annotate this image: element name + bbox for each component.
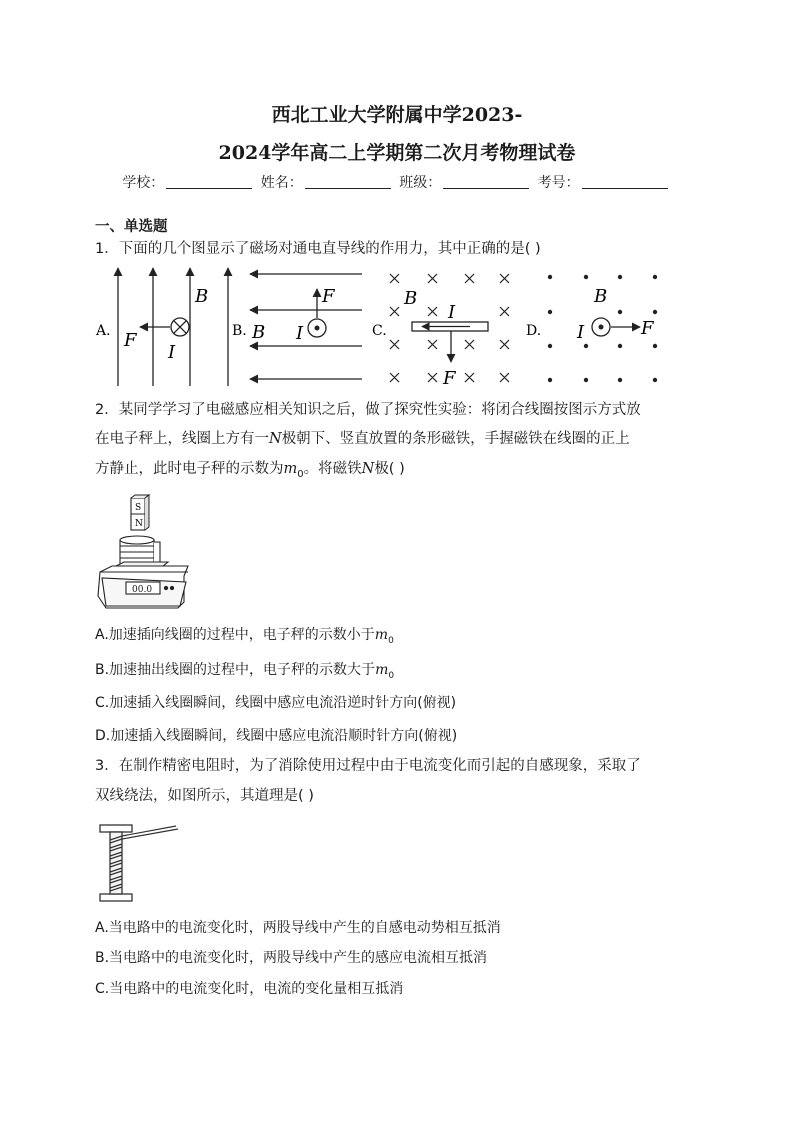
q2-line1: 2．某同学学习了电磁感应相关知识之后，做了探究性实验：将闭合线圈按图示方式放 <box>95 402 641 418</box>
q2-scale-figure <box>94 494 194 614</box>
q1-panel-b-B: B <box>252 322 266 343</box>
class-label: 班级： <box>399 175 442 191</box>
q3-option-a[interactable]: A.当电路中的电流变化时，两股导线中产生的自感电动势相互抵消 <box>95 920 501 936</box>
q1-label-b: B. <box>232 323 247 339</box>
name-label: 姓名： <box>260 175 303 191</box>
bar-magnet <box>131 495 149 530</box>
q2-m: m <box>283 461 298 477</box>
q1-panel-d-I: I <box>577 322 585 343</box>
q1-panel-c-I: I <box>448 302 456 323</box>
q1-panel-a-F: F <box>124 330 137 351</box>
electronic-scale <box>98 562 188 608</box>
q2-line3-N: N <box>361 461 375 477</box>
magnet-n-label: N <box>135 519 143 529</box>
q2-m-sub: 0 <box>297 468 304 480</box>
q3-option-b[interactable]: B.当电路中的电流变化时，两股导线中产生的感应电流相互抵消 <box>95 950 488 966</box>
q1-panel-c-F: F <box>443 368 456 389</box>
q1-panel-a-current-into-page <box>171 318 189 336</box>
q1-panel-a-B: B <box>195 286 209 307</box>
q2-line3-a: 方静止，此时电子秤的示数为 <box>95 461 284 477</box>
q2-line3-c: 极( ) <box>374 461 405 477</box>
q1-panel-d-current-out-of-page <box>592 318 610 336</box>
name-blank[interactable] <box>305 174 391 189</box>
q2-option-a[interactable]: A.加速插向线圈的过程中，电子秤的示数小于$m_0$ <box>95 627 394 646</box>
q1-stem: 1．下面的几个图显示了磁场对通电直导线的作用力，其中正确的是( ) <box>95 241 541 257</box>
q1-panel-b-current-out-of-page <box>308 319 326 337</box>
student-info-row <box>0 172 794 192</box>
q2-line2 <box>95 426 630 453</box>
scale-display: 00.0 <box>132 585 153 595</box>
q3-line2: 双线绕法，如图所示，其道理是( ) <box>95 788 314 804</box>
q1-panel-b-field-lines <box>250 274 362 379</box>
class-blank[interactable] <box>443 174 529 189</box>
q1-panel-b-I: I <box>296 323 304 344</box>
magnet-s-label: S <box>135 503 142 513</box>
q3-line1: 3．在制作精密电阻时，为了消除使用过程中由于电流变化而引起的自感现象，采取了 <box>95 758 641 774</box>
q3-option-c[interactable]: C.当电路中的电流变化时，电流的变化量相互抵消 <box>95 981 404 997</box>
q2-line2-N: N <box>269 431 282 447</box>
school-label: 学校： <box>122 175 165 191</box>
school-blank[interactable] <box>166 174 252 189</box>
q1-panel-d-F: F <box>641 318 654 339</box>
section-heading: 一、单选题 <box>95 219 168 235</box>
q1-panel-d-B: B <box>594 286 608 307</box>
number-blank[interactable] <box>582 174 668 189</box>
q1-label-d: D. <box>526 323 542 339</box>
page-title-line2: 2024学年高二上学期第二次月考物理试卷 <box>218 142 576 164</box>
q1-panel-b-F: F <box>322 286 335 307</box>
q1-label-a: A. <box>96 323 111 339</box>
q2-line3 <box>95 456 405 488</box>
q2-line2-b: 极朝下、竖直放置的条形磁铁，手握磁铁在线圈的正上 <box>281 431 630 447</box>
q1-panel-a-I: I <box>168 342 176 363</box>
q1-label-c: C. <box>372 323 387 339</box>
q2-option-d[interactable]: D.加速插入线圈瞬间，线圈中感应电流沿顺时针方向(俯视) <box>95 728 458 744</box>
q1-figure <box>0 262 794 392</box>
q2-option-c[interactable]: C.加速插入线圈瞬间，线圈中感应电流沿逆时针方向(俯视) <box>95 695 457 711</box>
q3-bifilar-coil-figure <box>96 822 186 906</box>
q2-line3-b: 。将磁铁 <box>303 461 362 477</box>
q1-panel-c-B: B <box>404 288 418 309</box>
q2-line2-a: 在电子秤上，线圈上方有一 <box>95 431 269 447</box>
number-label: 考号： <box>537 175 580 191</box>
q2-option-b[interactable]: B.加速抽出线圈的过程中，电子秤的示数大于$m_0$ <box>95 662 395 681</box>
page-title-line1: 西北工业大学附属中学2023- <box>271 104 523 126</box>
